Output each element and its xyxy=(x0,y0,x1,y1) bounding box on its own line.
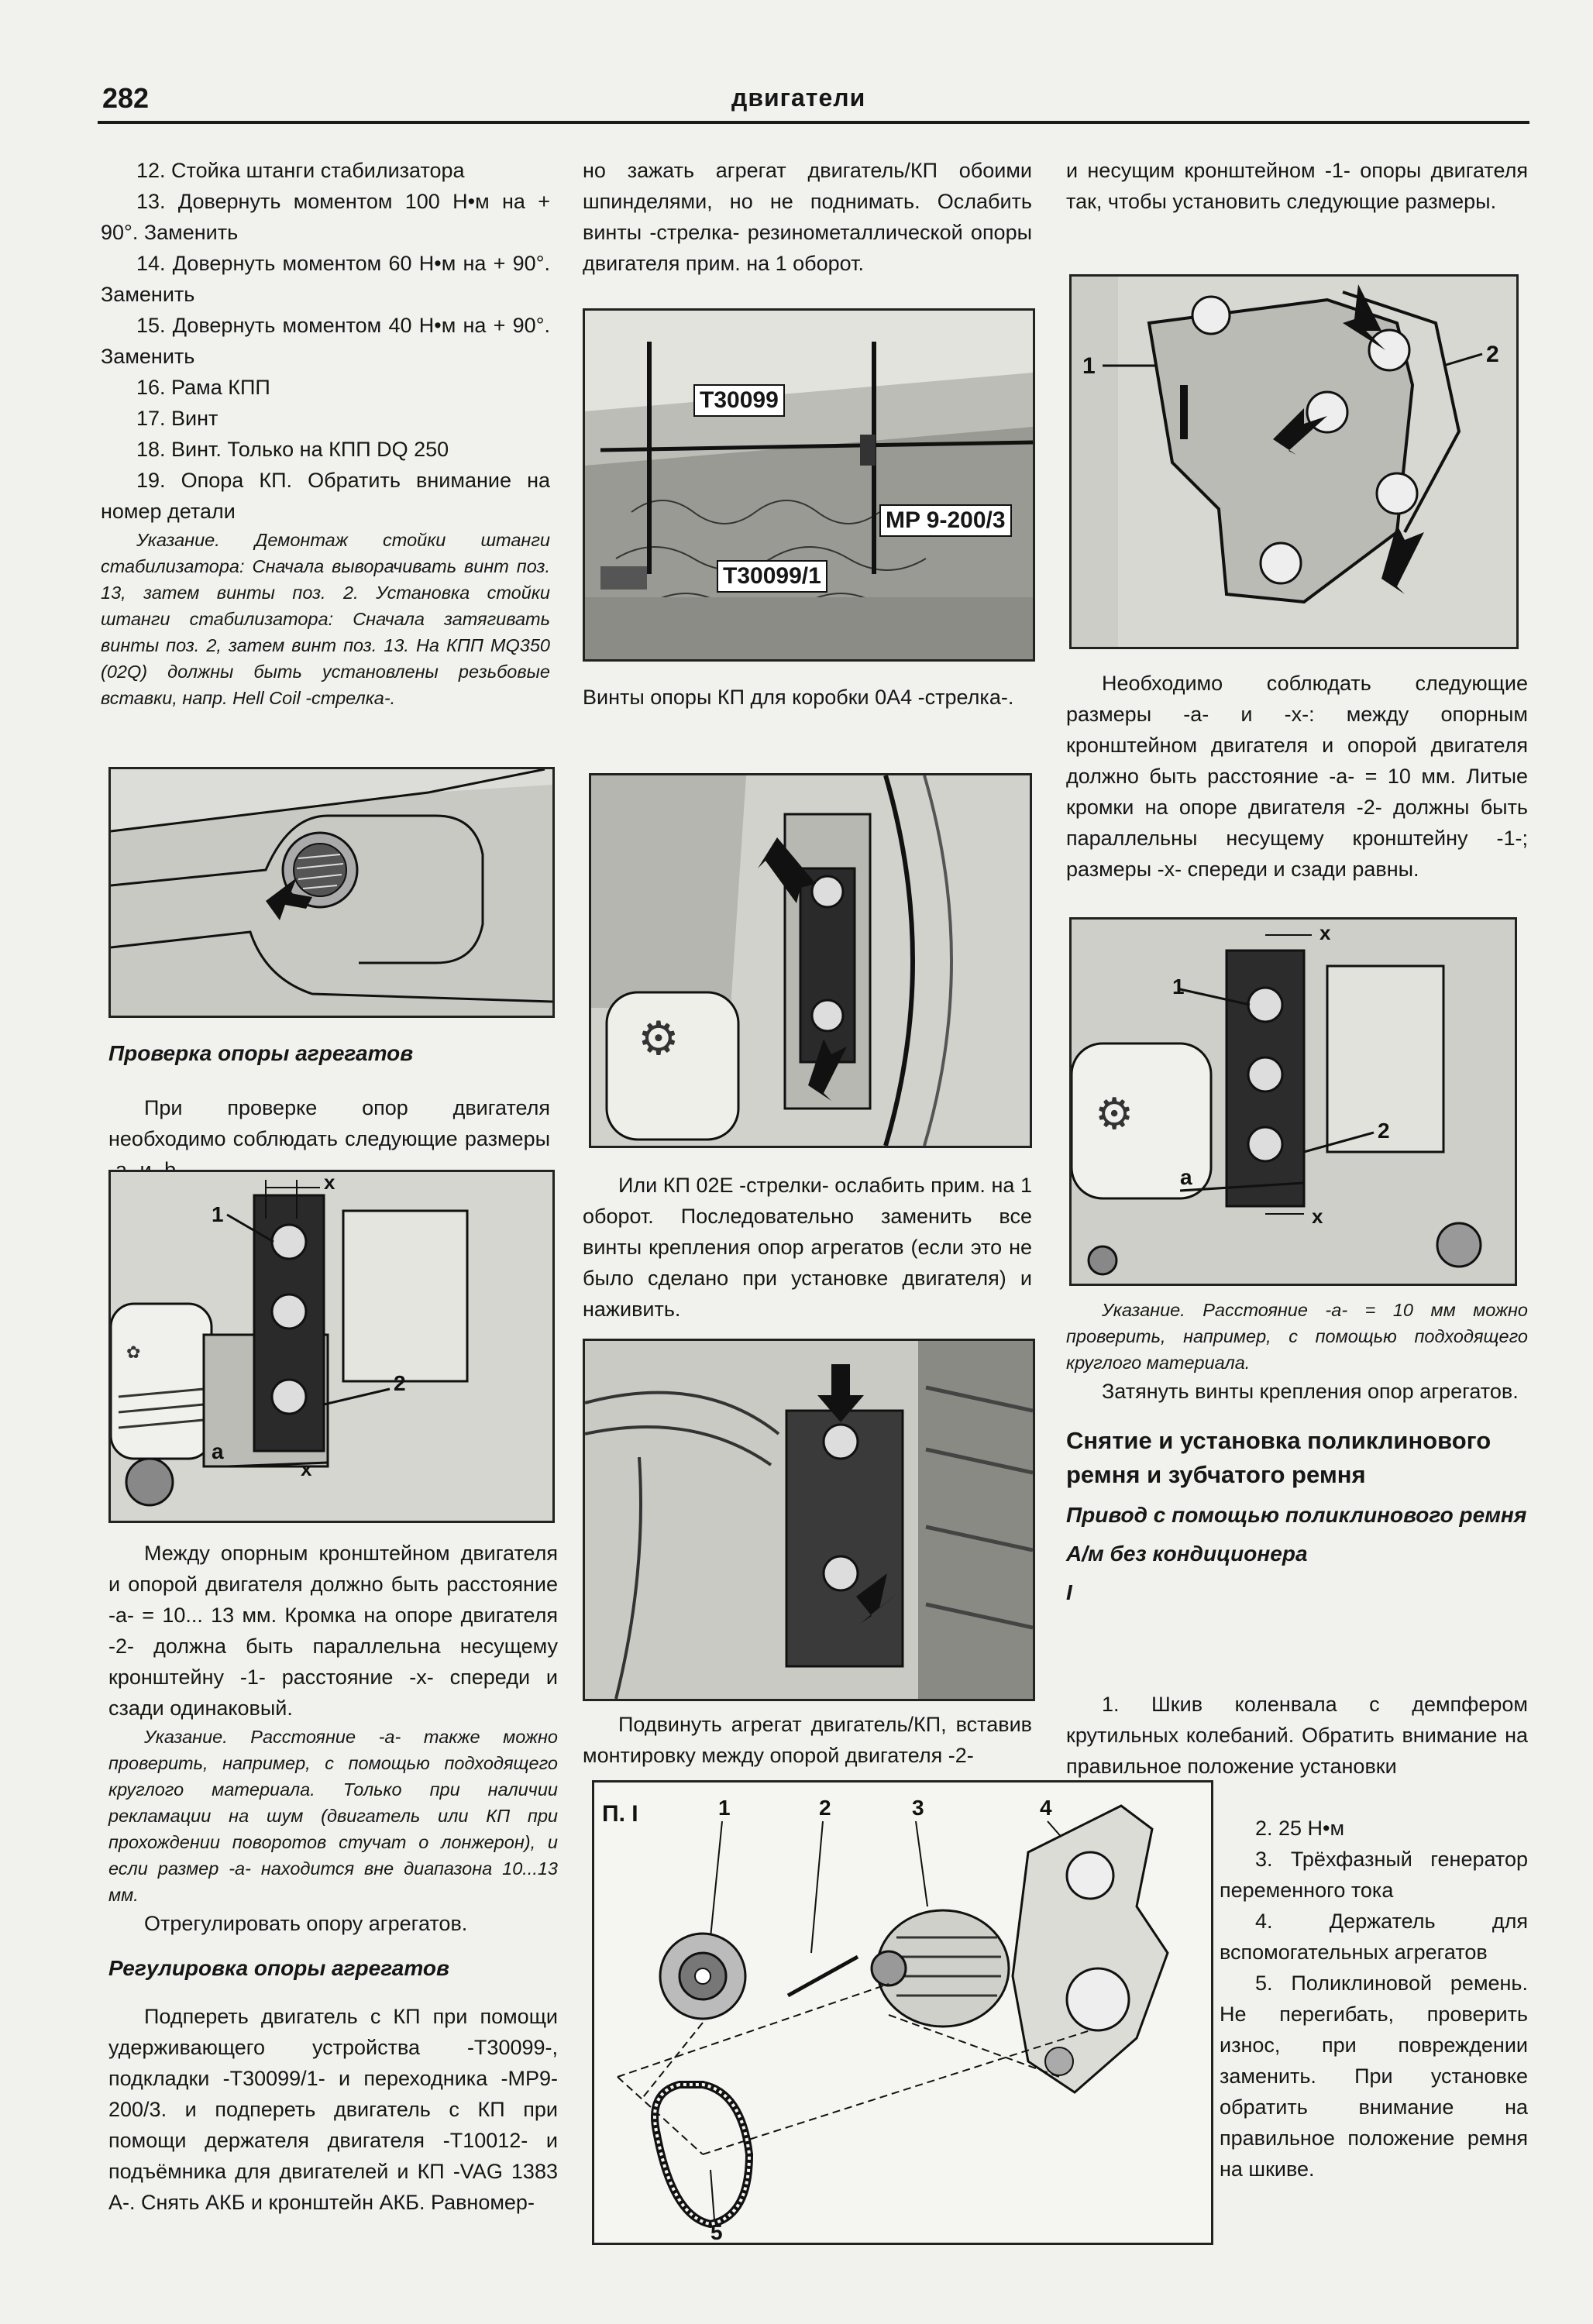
callout-a: а xyxy=(212,1439,224,1463)
callout-1: 1 xyxy=(212,1202,224,1226)
tool-label-t30099: T30099 xyxy=(693,384,785,417)
para-mount-adjust: Подпереть двигатель с КП при помощи удерживающего устройства -Т30099-, подкладки -Т30099/1- и переходника -МР9-200/3. и подпереть двигатель с КП при помощи держателя двигателя -Т10012- и подъёмника для двигателей и КП -VAG 1383 А-. Снять АКБ и кронштейн АКБ. Равномер- xyxy=(108,2005,558,2214)
para-0a4-screws: Винты опоры КП для коробки 0А4 -стрелка-. xyxy=(583,686,1014,709)
svg-text:⚙: ⚙ xyxy=(1095,1089,1134,1140)
callout-5: 5 xyxy=(710,2220,723,2243)
section-title: двигатели xyxy=(731,84,866,112)
page-number: 282 xyxy=(102,82,150,114)
para-adjust: Отрегулировать опору агрегатов. xyxy=(144,1912,468,1935)
callout-1: 1 xyxy=(718,1796,731,1820)
list-item: 4. Держатель для вспомогательных агрегатов xyxy=(1220,1910,1528,1964)
heading-variant-i: I xyxy=(1066,1580,1072,1604)
callout-x-bottom: x xyxy=(1312,1205,1323,1228)
para-set-dimensions: и несущим кронштейном -1- опоры двигателя так, чтобы установить следующие размеры. xyxy=(1066,159,1528,213)
belt-legend-1 xyxy=(1066,1689,1528,1782)
figure-engine-mount-top xyxy=(1069,274,1519,649)
tool-label-mp9: MP 9-200/3 xyxy=(879,504,1012,537)
callout-2: 2 xyxy=(394,1371,406,1395)
tool-label-t30099-1: T30099/1 xyxy=(717,560,827,593)
list-item: 17. Винт xyxy=(136,407,218,430)
list-item: 5. Поликлиновой ремень. Не перегибать, проверить износ, при повреждении заменить. При установке обратить внимание на правильное положение ремня на шкиве. xyxy=(1220,1972,1528,2181)
figure-gearbox-mount-0a4 xyxy=(589,773,1032,1148)
heading-mount-adjust: Регулировка опоры агрегатов xyxy=(108,1956,449,1980)
note-stabilizer: Указание. Демонтаж стойки штанги стабилизатора: Сначала выворачивать винт поз. 13, затем винты поз. 2. Установка стойки штанги стабилизатора: Сначала затягивать винты поз. 2, затем винт поз. 13. На КПП MQ350 (02Q) должны быть установлены резьбовые вставки, напр. Hell Coil -стрелка-. xyxy=(101,530,550,708)
belt-legend xyxy=(1220,1813,1528,2185)
callout-x-top: x xyxy=(324,1172,335,1194)
svg-text:⚙: ⚙ xyxy=(638,1012,680,1066)
note-distance-a: Указание. Расстояние -а- также можно проверить, например, с помощью подходящего круглого материала. Только при наличии рекламации на шум (двигатель или КП при прохождении поворотов стучат о лонжерон), и если размер -а- находится вне диапазона 10...13 мм. xyxy=(108,1727,558,1905)
para-distance-a: Между опорным кронштейном двигателя и опорой двигателя должно быть расстояние -а- = 10... 13 мм. Кромка на опоре двигателя -2- должна быть параллельна несущему кронштейну -1- расстояние -х- спереди и сзади одинаковый. xyxy=(108,1542,558,1720)
list-item: 19. Опора КП. Обратить внимание на номер детали xyxy=(101,469,550,523)
list-item: 12. Стойка штанги стабилизатора xyxy=(136,159,465,182)
callout-4: 4 xyxy=(1040,1796,1052,1820)
para-clamp: но зажать агрегат двигатель/КП обоими шпинделями, но не поднимать. Ослабить винты -стрелка- резинометаллической опоры двигателя прим. на 1 оборот. xyxy=(583,159,1032,275)
note-round-material: Указание. Расстояние -а- = 10 мм можно проверить, например, с помощью подходящего круглого материала. xyxy=(1066,1300,1528,1373)
list-item: 14. Довернуть моментом 60 Н•м на + 90°. Заменить xyxy=(101,252,550,306)
callout-2: 2 xyxy=(1486,342,1499,367)
para-tighten: Затянуть винты крепления опор агрегатов. xyxy=(1102,1380,1519,1403)
callout-1: 1 xyxy=(1082,353,1096,379)
heading-belt-drive: Привод с помощью поликлинового ремня xyxy=(1066,1503,1527,1527)
heading-mount-check: Проверка опоры агрегатов xyxy=(108,1041,414,1065)
figure-mount-measure-2 xyxy=(1069,917,1517,1286)
para-pry-bar: Подвинуть агрегат двигатель/КП, вставив монтировку между опорой двигателя -2- xyxy=(583,1713,1032,1767)
col1-list xyxy=(101,155,550,711)
callout-a: а xyxy=(1180,1165,1192,1189)
figure-mount-measure xyxy=(108,1170,555,1523)
callout-2: 2 xyxy=(1378,1119,1390,1143)
para-mount-check: При проверке опор двигателя необходимо соблюдать следующие размеры xyxy=(108,1096,550,1150)
list-item: 1. Шкив коленвала с демпфером крутильных колебаний. Обратить внимание на правильное положение установки xyxy=(1066,1693,1528,1778)
figure-title: П. I xyxy=(602,1801,638,1827)
figure-engine-support xyxy=(583,308,1035,662)
svg-text:✿: ✿ xyxy=(126,1342,141,1362)
callout-x-bottom: x xyxy=(301,1457,312,1480)
heading-no-ac: А/м без кондиционера xyxy=(1066,1542,1308,1566)
figure-belt-drive xyxy=(592,1780,1213,2245)
list-item: 13. Довернуть моментом 100 Н•м на + 90°. Заменить xyxy=(101,190,550,244)
list-item: 3. Трёхфазный генератор переменного тока xyxy=(1220,1848,1528,1902)
list-item: 15. Довернуть моментом 40 Н•м на + 90°. Заменить xyxy=(101,314,550,368)
callout-3: 3 xyxy=(912,1796,924,1820)
list-item: 18. Винт. Только на КПП DQ 250 xyxy=(136,438,449,461)
list-item: 16. Рама КПП xyxy=(136,376,270,399)
callout-x-top: x xyxy=(1319,921,1331,944)
callout-2: 2 xyxy=(819,1796,831,1820)
callout-1: 1 xyxy=(1172,975,1185,999)
para-required-dimensions: Необходимо соблюдать следующие размеры -а- и -х-: между опорным кронштейном двигателя и опорой двигателя должно быть расстояние -а- = 10 мм. Литые кромки на опоре двигателя -2- должны быть параллельны несущему кронштейну -1-; размеры -х- спереди и сзади равны. xyxy=(1066,672,1528,881)
figure-gearbox-mount-02e xyxy=(583,1339,1035,1701)
list-item: 2. 25 Н•м xyxy=(1255,1817,1345,1840)
para-02e-screws: Или КП 02Е -стрелки- ослабить прим. на 1 оборот. Последовательно заменить все винты крепления опор агрегатов (если это не было сделано при установке двигателя) и наживить. xyxy=(583,1174,1032,1321)
heading-belt-removal: Снятие и установка поликлинового ремня и зубчатого ремня xyxy=(1066,1427,1492,1488)
header-rule xyxy=(98,121,1529,124)
figure-thread-insert xyxy=(108,767,555,1018)
